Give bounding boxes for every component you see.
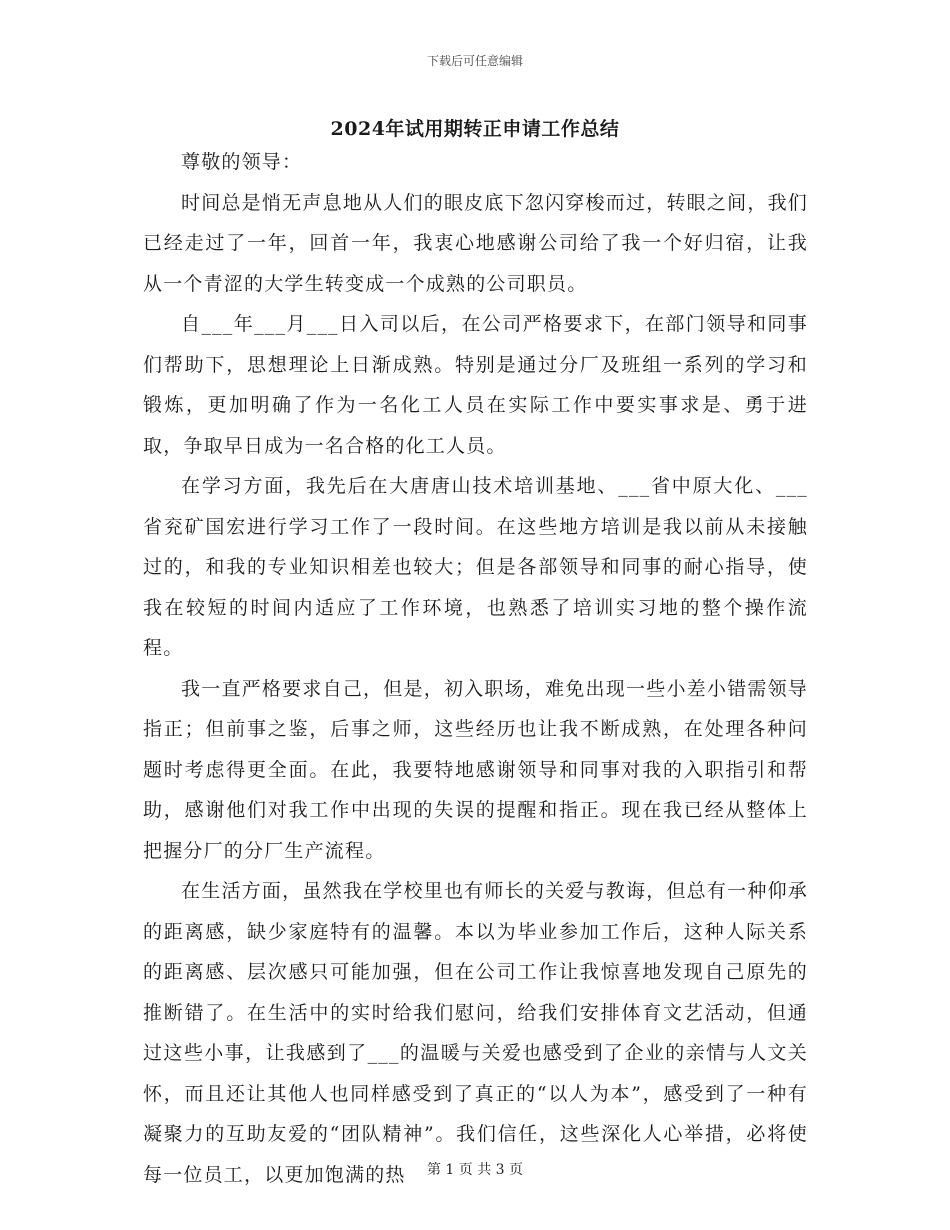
paragraph-onboarding: 自___年___月___日入司以后，在公司严格要求下，在部门领导和同事们帮助下，思想理论上日渐成熟。特别是通过分厂及班组一系列的学习和锻炼，更加明确了作为一名化工人员在实际工作中要实事求是、勇于进取，争取早日成为一名合格的化工人员。 [143,313,808,457]
paragraph-intro: 时间总是悄无声息地从人们的眼皮底下忽闪穿梭而过，转眼之间，我们已经走过了一年，回首一年，我衷心地感谢公司给了我一个好归宿，让我从一个青涩的大学生转变成一个成熟的公司职员。 [143,191,808,295]
header-note: 下载后可任意编辑 [426,54,523,68]
page-number: 第 1 页 共 3 页 [426,1162,524,1178]
document-body [143,142,808,1195]
paragraph-self-discipline: 我一直严格要求自己，但是，初入职场，难免出现一些小差小错需领导指正；但前事之鉴，后事之师，这些经历也让我不断成熟，在处理各种问题时考虑得更全面。在此，我要特地感谢领导和同事对我的入职指引和帮助，感谢他们对我工作中出现的失误的提醒和指正。现在我已经从整体上把握分厂的分厂生产流程。 [143,677,808,862]
salutation: 尊敬的领导： [181,151,303,173]
document-title: 2024年试用期转正申请工作总结 [330,118,620,140]
paragraph-learning: 在学习方面，我先后在大唐唐山技术培训基地、___省中原大化、___省兖矿国宏进行学习工作了一段时间。在这些地方培训是我以前从未接触过的，和我的专业知识相差也较大；但是各部领导和同事的耐心指导，使我在较短的时间内适应了工作环境，也熟悉了培训实习地的整个操作流程。 [143,475,808,659]
paragraph-life: 在生活方面，虽然我在学校里也有师长的关爱与教诲，但总有一种仰承的距离感，缺少家庭特有的温馨。本以为毕业参加工作后，这种人际关系的距离感、层次感只可能加强，但在公司工作让我惊喜地发现自己原先的推断错了。在生活中的实时给我们慰问，给我们安排体育文艺活动，但通过这些小事，让我感到了___的温暖与关爱也感受到了企业的亲情与人文关怀，而且还让其他人也同样感受到了真正的“以人为本”，感受到了一种有凝聚力的互助友爱的“团队精神”。我们信任，这些深化人心举措，必将使每一位员工，以更加饱满的热 [143,880,808,1186]
